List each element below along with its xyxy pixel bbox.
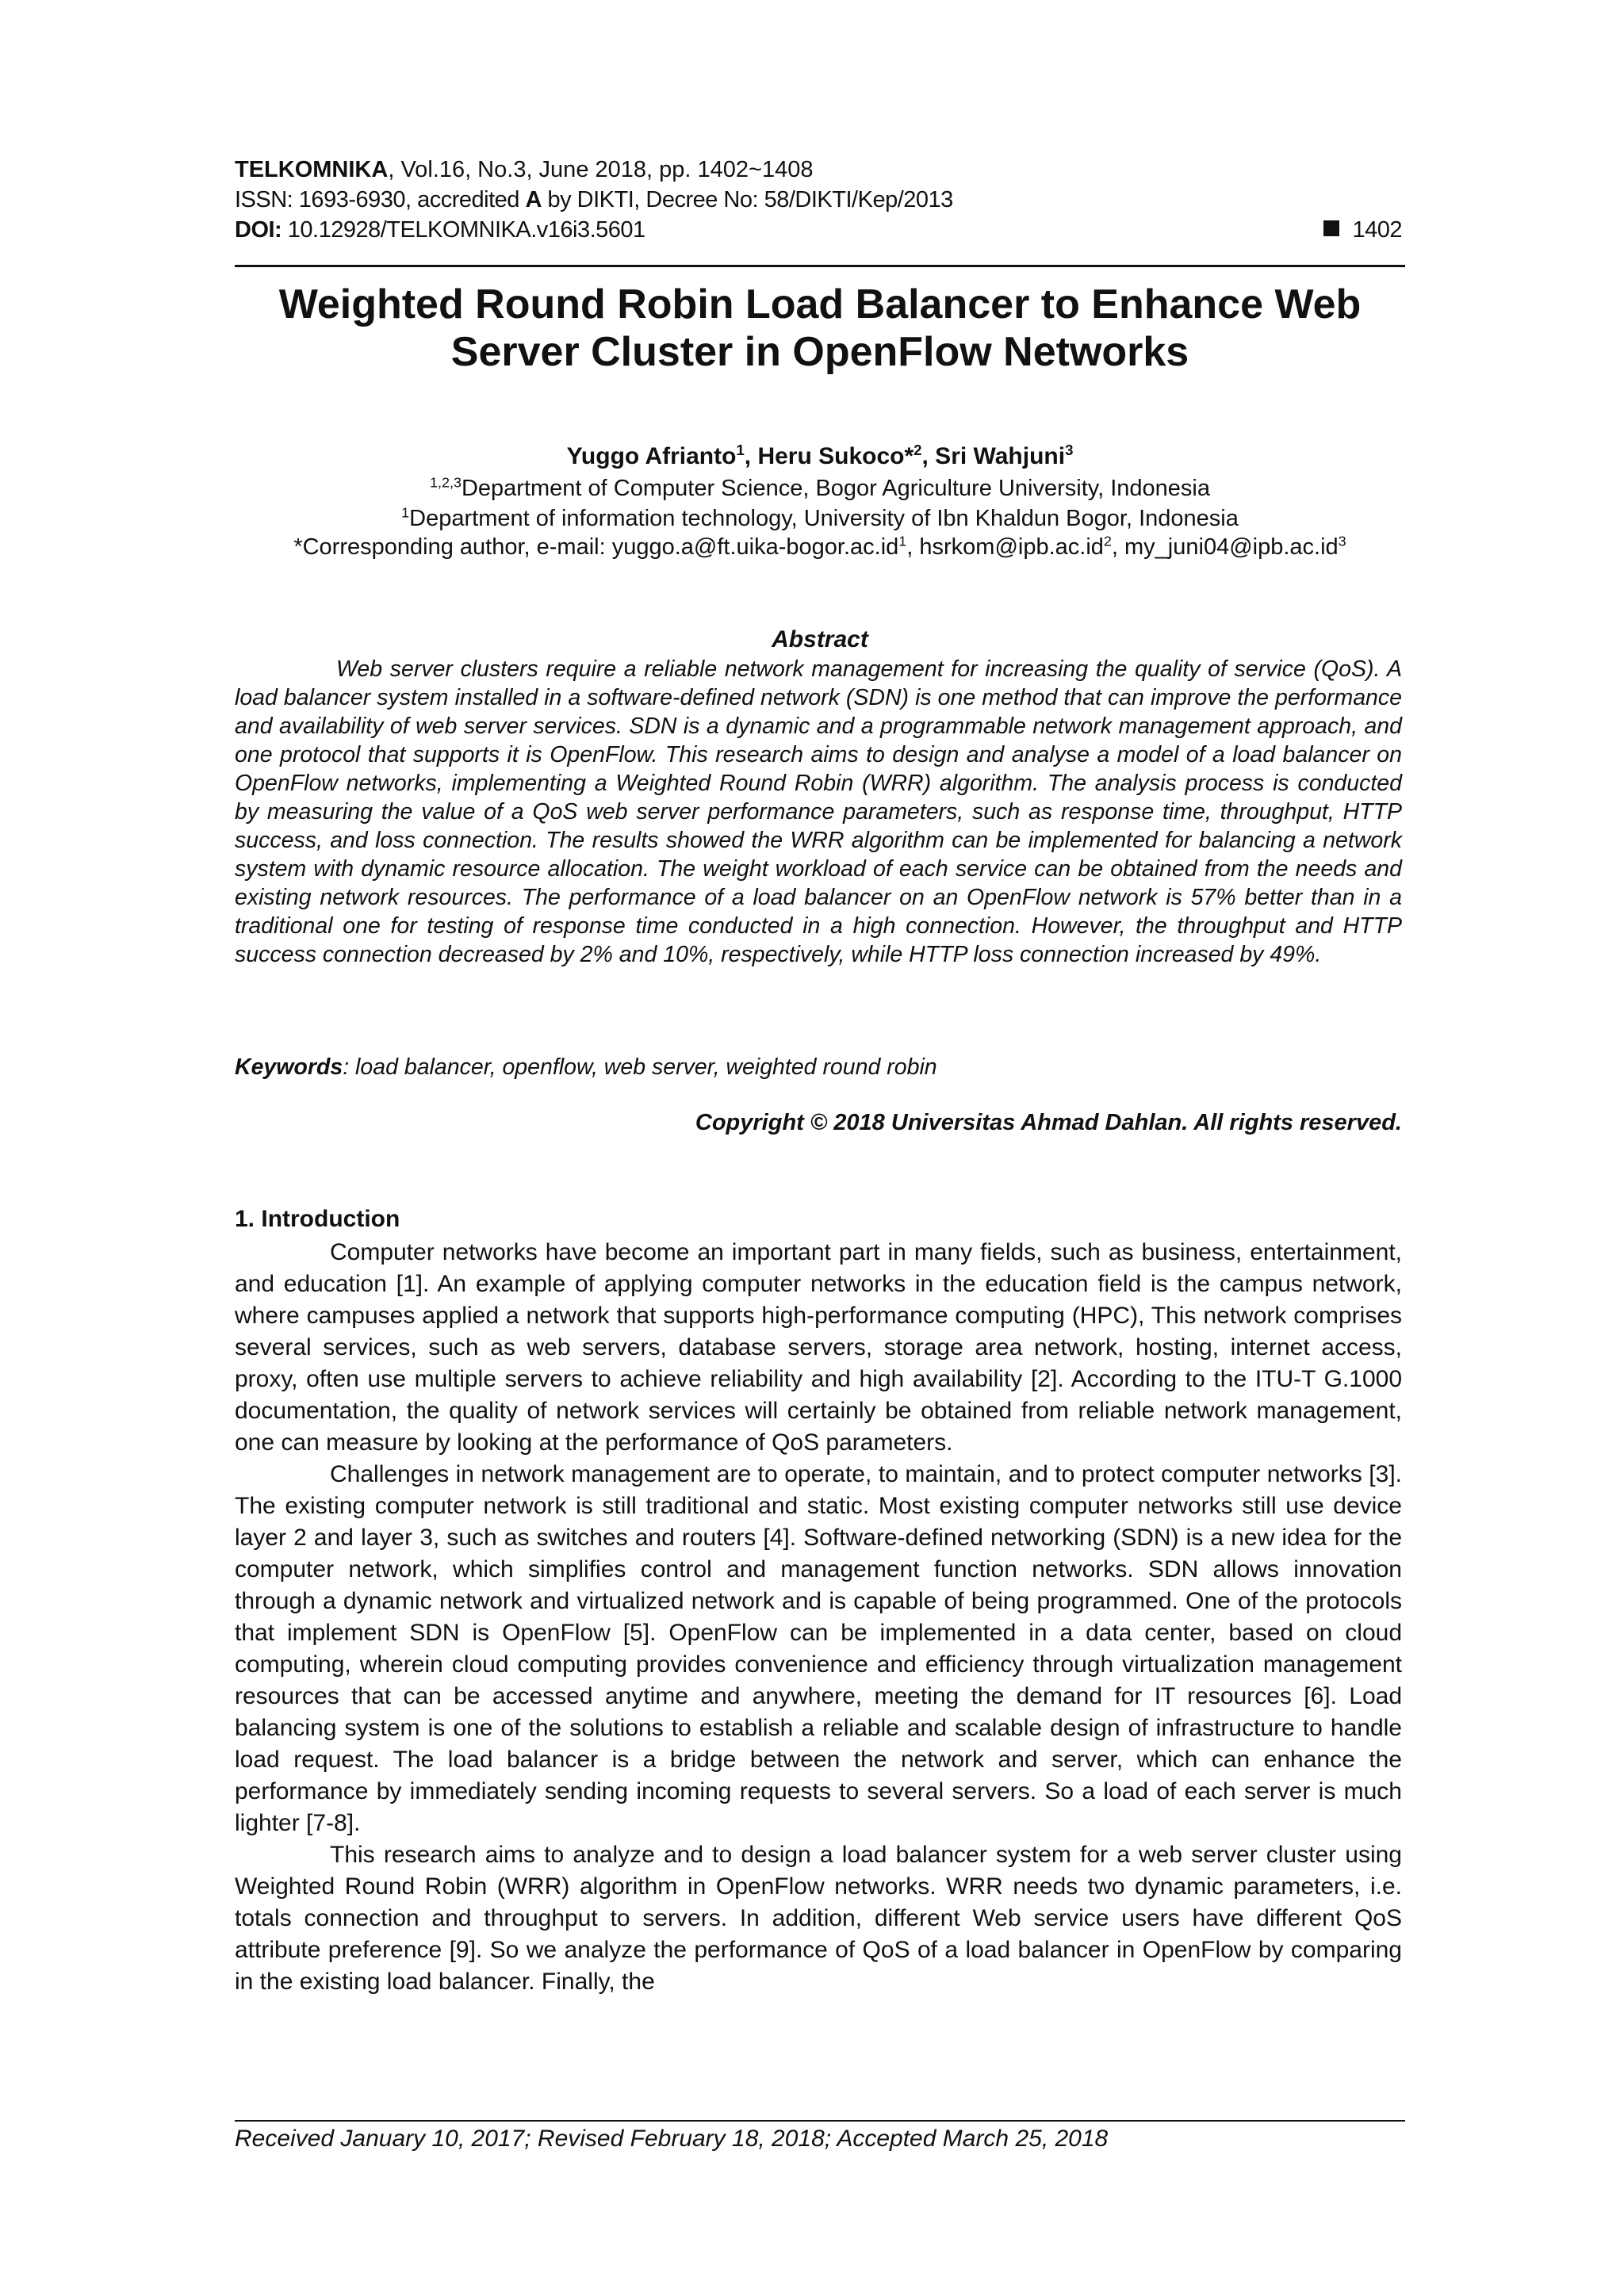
issn-line — [235, 186, 1402, 214]
paragraph: Challenges in network management are to operate, to maintain, and to protect computer networks [3]. The existing computer network is still traditional and static. Most existing computer networks still use device layer 2 and layer 3, such as switches and routers [4]. Software-defined networking (SDN) is a new idea for the computer network, which simplifies control and management function networks. SDN allows innovation through a dynamic network and virtualized network and is capable of being programmed. One of the protocols that implement SDN is OpenFlow [5]. OpenFlow can be implemented in a data center, based on cloud computing, wherein cloud computing provides convenience and efficiency through virtualization management resources that can be accessed anytime and anywhere, meeting the demand for IT resources [6]. Load balancing system is one of the solutions to establish a reliable and scalable design of infrastructure to handle load request. The load balancer is a bridge between the network and server, which can enhance the performance by immediately sending incoming requests to several servers. So a load of each server is much lighter [7-8]. — [235, 1461, 1402, 1836]
corresponding-prefix: *Corresponding author, e-mail: yuggo.a@ft.uika-bogor.ac.id — [293, 534, 899, 560]
journal-name: TELKOMNIKA — [235, 157, 389, 182]
doi-line — [235, 216, 1402, 244]
affiliation-2-sup: 1 — [401, 504, 410, 521]
affiliation-1-sup: 1,2,3 — [430, 474, 462, 491]
keywords-text: : load balancer, openflow, web server, weighted round robin — [343, 1054, 937, 1080]
email-1-sup: 1 — [898, 533, 907, 549]
author-3: , Sri Wahjuni — [921, 443, 1066, 469]
author-3-sup: 3 — [1065, 442, 1074, 458]
decree-text: by DIKTI, Decree No: 58/DIKTI/Kep/2013 — [541, 187, 953, 212]
author-1: Yuggo Afrianto — [566, 443, 737, 469]
page-number: 1402 — [1352, 217, 1402, 243]
abstract-text: Web server clusters require a reliable network management for increasing the quality of service (QoS). A load balancer system installed in a software-defined network (SDN) is one method that can improve the performance and availability of web server services. SDN is a dynamic and a programmable network management approach, and one protocol that supports it is OpenFlow. This research aims to design and analyse a model of a load balancer on OpenFlow networks, implementing a Weighted Round Robin (WRR) algorithm. The analysis process is conducted by measuring the value of a QoS web server performance parameters, such as response time, throughput, HTTP success, and loss connection. The results showed the WRR algorithm can be implemented for balancing a network system with dynamic resource allocation. The weight workload of each service can be obtained from the needs and existing network resources. The performance of a load balancer on an OpenFlow network is 57% better than in a traditional one for testing of response time conducted in a high connection. However, the throughput and HTTP success connection decreased by 2% and 10%, respectively, while HTTP loss connection increased by 49%. — [235, 656, 1402, 967]
paper-title — [235, 281, 1405, 376]
title-line-2: Server Cluster in OpenFlow Networks — [450, 329, 1189, 375]
issn-label: ISSN: — [235, 187, 293, 212]
email-2-sup: 2 — [1103, 533, 1112, 549]
corresponding-author — [235, 533, 1405, 561]
square-bullet-icon — [1323, 220, 1339, 236]
author-1-sup: 1 — [736, 442, 745, 458]
section-body — [235, 1237, 1402, 1998]
affiliation-1 — [235, 474, 1405, 503]
header-rule — [235, 265, 1405, 267]
paragraph: Computer networks have become an important part in many fields, such as business, entertainment, and education [1]. An example of applying computer networks in the education field is the campus network, where campuses applied a network that supports high-performance computing (HPC), This network comprises several services, such as web servers, database servers, storage area network, hosting, internet access, proxy, often use multiple servers to achieve reliability and high availability [2]. According to the ITU-T G.1000 documentation, the quality of network services will certainly be obtained from reliable network management, one can measure by looking at the performance of QoS parameters. — [235, 1239, 1402, 1456]
abstract-heading: Abstract — [772, 626, 868, 652]
email-3-sup: 3 — [1338, 533, 1346, 549]
doi-value: 10.12928/TELKOMNIKA.v16i3.5601 — [282, 217, 645, 243]
affiliation-1-text: Department of Computer Science, Bogor Agriculture University, Indonesia — [461, 476, 1210, 501]
received-dates: Received January 10, 2017; Revised February 18, 2018; Accepted March 25, 2018 — [235, 2126, 1109, 2152]
author-list — [235, 442, 1405, 471]
email-3: , my_juni04@ipb.ac.id — [1111, 534, 1339, 560]
keywords — [235, 1053, 1402, 1081]
author-2: , Heru Sukoco* — [744, 443, 914, 469]
doi-label: DOI: — [235, 217, 282, 243]
journal-volume: , Vol.16, No.3, June 2018, pp. 1402~1408 — [388, 157, 814, 182]
accredited-text: accredited — [417, 187, 526, 212]
affiliation-2 — [235, 504, 1405, 533]
section-heading: 1. Introduction — [235, 1206, 400, 1232]
footer-rule — [235, 2120, 1405, 2122]
copyright-notice: Copyright © 2018 Universitas Ahmad Dahlan. All rights reserved. — [695, 1110, 1402, 1135]
affiliation-2-text: Department of information technology, University of Ibn Khaldun Bogor, Indonesia — [409, 506, 1239, 531]
accreditation-grade: A — [525, 187, 542, 212]
email-2: , hsrkom@ipb.ac.id — [906, 534, 1104, 560]
title-line-1: Weighted Round Robin Load Balancer to Enhance Web — [278, 281, 1362, 327]
keywords-label: Keywords — [235, 1054, 343, 1080]
issn-value: 1693-6930, — [293, 187, 418, 212]
page-number-box — [1323, 216, 1402, 244]
journal-citation — [235, 155, 1402, 184]
author-2-sup: 2 — [914, 442, 922, 458]
paragraph: This research aims to analyze and to design a load balancer system for a web server cluster using Weighted Round Robin (WRR) algorithm in OpenFlow networks. WRR needs two dynamic parameters, i.e. totals connection and throughput to servers. In addition, different Web service users have different QoS attribute preference [9]. So we analyze the performance of QoS of a load balancer in OpenFlow by comparing in the existing load balancer. Finally, the — [235, 1842, 1402, 1995]
